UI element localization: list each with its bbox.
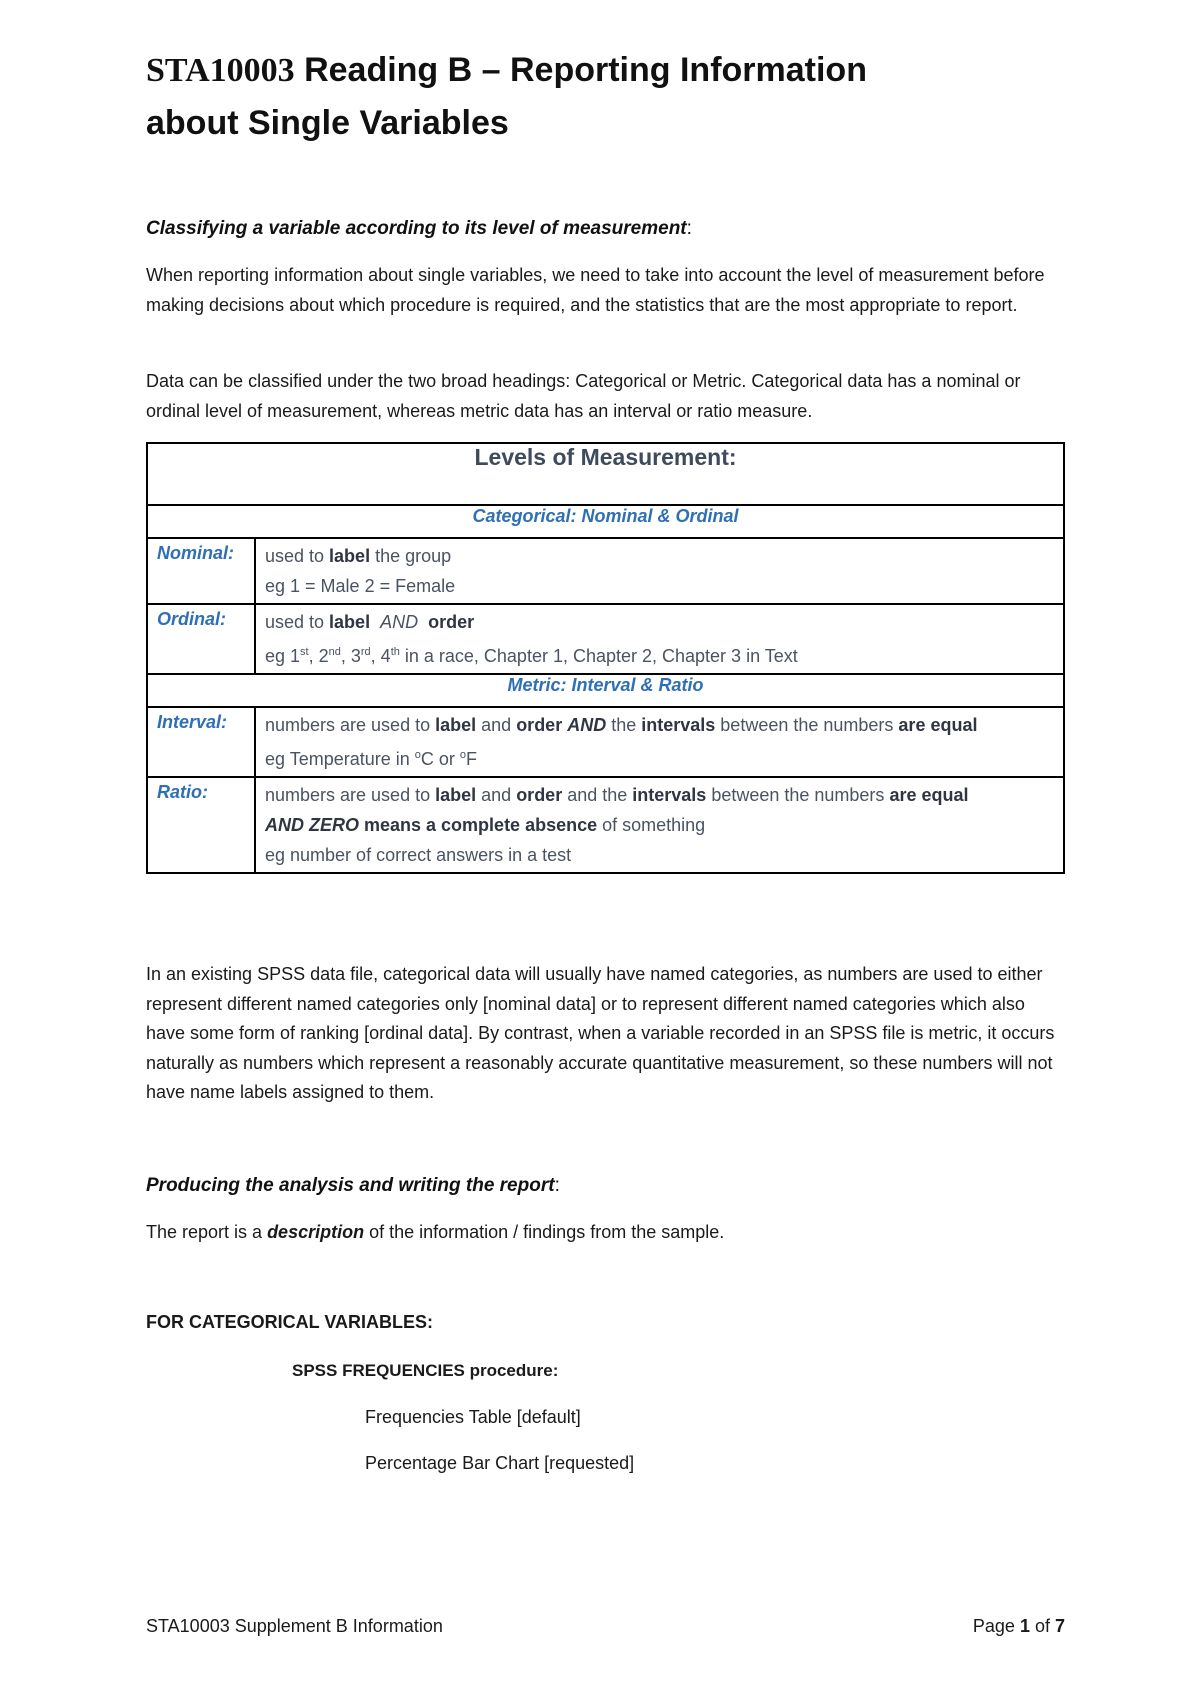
spss-frequencies-procedure: SPSS FREQUENCIES procedure: <box>292 1361 559 1380</box>
table-row-interval <box>147 707 1064 777</box>
paragraph-data-classified: Data can be classified under the two broad headings: Categorical or Metric. Categorical data has a nominal or ordinal level of measurement, whereas metric data has an interval or ratio measure. <box>146 371 1021 421</box>
levels-of-measurement-table <box>146 442 1065 874</box>
table-title: Levels of Measurement: <box>147 443 1064 505</box>
nominal-description: used to label the group eg 1 = Male 2 = Female <box>255 538 1064 604</box>
categorical-variables-heading: FOR CATEGORICAL VARIABLES: <box>146 1312 433 1332</box>
page-title <box>146 44 1126 149</box>
footer-page-number: Page 1 of 7 <box>972 1616 1065 1636</box>
list-item-percentage-bar-chart: Percentage Bar Chart [requested] <box>365 1453 635 1473</box>
title-line1: Reading B – Reporting Information <box>304 51 867 89</box>
paragraph-spss-data: In an existing SPSS data file, categorical data will usually have named categories, as numbers are used to either represent different named categories only [nominal data] or to represent different named categories which also have some form of ranking [ordinal data]. By contrast, when a variable recorded in an SPSS file is metric, it occurs naturally as numbers which represent a reasonably accurate quantitative measurement, so these numbers will not have name labels assigned to them. <box>146 964 1055 1102</box>
ratio-label: Ratio: <box>147 777 255 873</box>
title-line2: about Single Variables <box>146 104 509 142</box>
table-row-ordinal <box>147 604 1064 674</box>
paragraph-reporting-intro: When reporting information about single variables, we need to take into account the level of measurement before making decisions about which procedure is required, and the statistics that are the most appropriate to report. <box>146 265 1045 315</box>
table-row-ratio <box>147 777 1064 873</box>
ordinal-description: used to label AND order eg 1st, 2nd, 3rd, 4th in a race, Chapter 1, Chapter 2, Chapter 3 in Text <box>255 604 1064 674</box>
interval-label: Interval: <box>147 707 255 777</box>
metric-header: Metric: Interval & Ratio <box>147 674 1064 707</box>
footer-document-name: STA10003 Supplement B Information <box>146 1616 443 1636</box>
title-code: STA10003 <box>146 52 295 89</box>
interval-description: numbers are used to label and order AND the intervals between the numbers are equal eg Temperature in $^o$C or $^o$F <box>255 707 1064 777</box>
ordinal-label: Ordinal: <box>147 604 255 674</box>
nominal-label: Nominal: <box>147 538 255 604</box>
section-heading-producing: Producing the analysis and writing the report: <box>146 1175 560 1196</box>
list-item-frequencies-table: Frequencies Table [default] <box>365 1407 581 1427</box>
paragraph-report-description: The report is a description of the information / findings from the sample. <box>146 1222 725 1242</box>
ratio-description: numbers are used to label and order and the intervals between the numbers are equal AND ZERO means a complete absence of something eg number of correct answers in a test <box>255 777 1064 873</box>
categorical-header: Categorical: Nominal & Ordinal <box>147 505 1064 538</box>
section-heading-classifying: Classifying a variable according to its level of measurement: <box>146 218 692 239</box>
table-row-nominal <box>147 538 1064 604</box>
